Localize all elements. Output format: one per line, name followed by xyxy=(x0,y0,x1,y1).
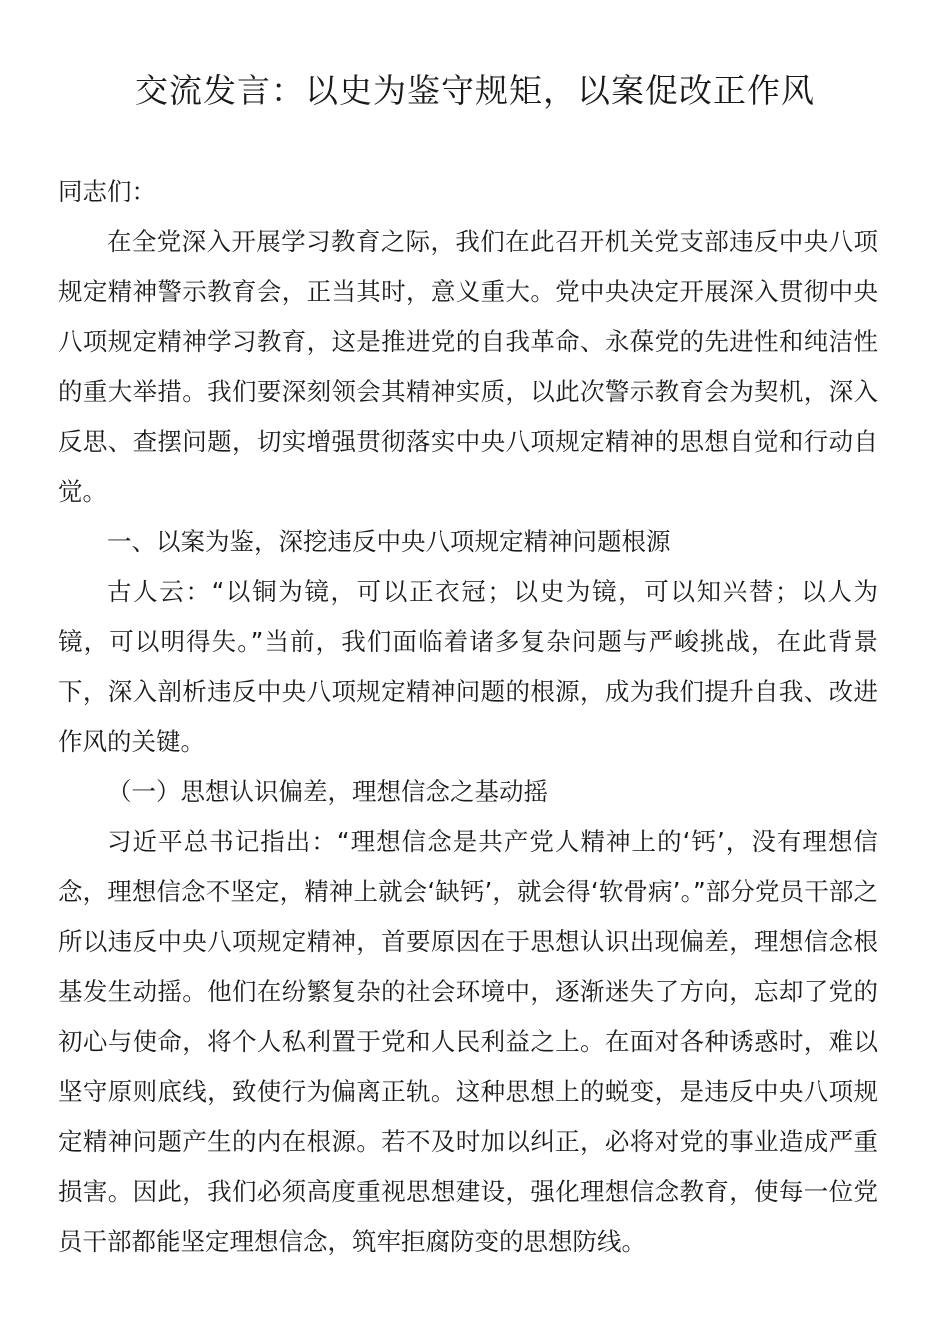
paragraph-intro: 在全党深入开展学习教育之际，我们在此召开机关党支部违反中央八项规定精神警示教育会，正当其时，意义重大。党中央决定开展深入贯彻中央八项规定精神学习教育，这是推进党的自我革命、永葆党的先进性和纯洁性的重大举措。我们要深刻领会其精神实质，以此次警示教育会为契机，深入反思、查摆问题，切实增强贯彻落实中央八项规定精神的思想自觉和行动自觉。 xyxy=(58,227,878,506)
subsection-heading-1: （一）思想认识偏差，理想信念之基动摇 xyxy=(107,777,548,806)
section-heading-1: 一、以案为鉴，深挖违反中央八项规定精神问题根源 xyxy=(107,527,671,556)
salutation: 同志们： xyxy=(58,177,156,206)
paragraph-ideology: 习近平总书记指出：“理想信念是共产党人精神上的‘钙’，没有理想信念，理想信念不坚定，精神上就会‘缺钙’，就会得‘软骨病’。”部分党员干部之所以违反中央八项规定精神，首要原因在于思想认识出现偏差，理想信念根基发生动摇。他们在纷繁复杂的社会环境中，逐渐迷失了方向，忘却了党的初心与使命，将个人私利置于党和人民利益之上。在面对各种诱惑时，难以坚守原则底线，致使行为偏离正轨。这种思想上的蜕变，是违反中央八项规定精神问题产生的内在根源。若不及时加以纠正，必将对党的事业造成严重损害。因此，我们必须高度重视思想建设，强化理想信念教育，使每一位党员干部都能坚定理想信念，筑牢拒腐防变的思想防线。 xyxy=(58,827,878,1256)
document-title: 交流发言：以史为鉴守规矩，以案促改正作风 xyxy=(135,71,815,110)
document-body xyxy=(58,167,878,1267)
paragraph-quote: 古人云：“以铜为镜，可以正衣冠；以史为镜，可以知兴替；以人为镜，可以明得失。”当前，我们面临着诸多复杂问题与严峻挑战，在此背景下，深入剖析违反中央八项规定精神问题的根源，成为我们提升自我、改进作风的关键。 xyxy=(58,577,878,756)
